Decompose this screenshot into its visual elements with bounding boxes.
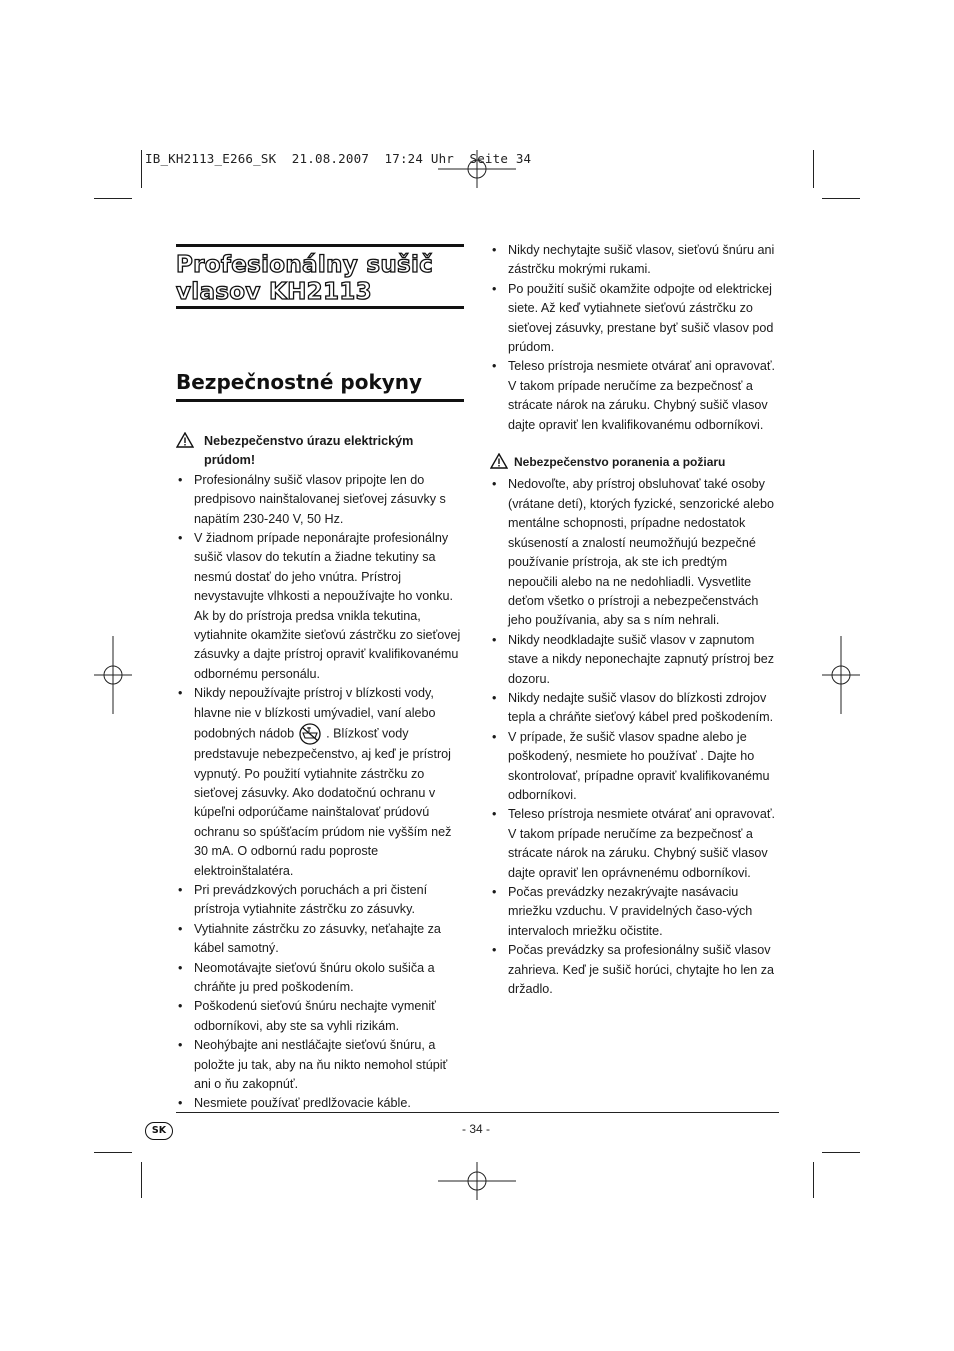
crop-mark	[813, 150, 814, 188]
list-item: • Nikdy nechytajte sušič vlasov, sieťovú šnúru ani zástrčku mokrými rukami.	[490, 241, 780, 280]
crop-mark	[94, 198, 132, 199]
warning-list	[490, 475, 780, 999]
list-item: • Neomotávajte sieťovú šnúru okolo sušiča a chráňte ju pred poškodením.	[176, 959, 466, 998]
no-water-basin-icon	[298, 723, 322, 745]
list-item: • Nesmiete používať predlžovacie káble.	[176, 1094, 466, 1113]
list-item: • V žiadnom prípade neponárajte profesionálny sušič vlasov do tekutín a žiadne tekutiny sa nesmú dostať do jeho vnútra. Prístroj nevystavujte vlhkosti a nepoužívajte ho vonku. Ak by do prístroja predsa vnikla tekutina, vytiahnite okamžite sieťovú zástrčku zo sieťovej zásuvky a dajte prístroj opraviť kvalifikovanému odbornému personálu.	[176, 529, 466, 684]
warning-heading-text: Nebezpečenstvo poranenia a požiaru	[514, 455, 726, 470]
warning-heading-text: Nebezpečenstvo úrazu elektrickým prúdom!	[204, 434, 414, 468]
registration-mark-icon	[822, 636, 860, 714]
warning-triangle-icon	[490, 453, 508, 469]
list-item: • Po použití sušič okamžite odpojte od elektrickej siete. Až keď vytiahnete sieťovú zástrčku zo sieťovej zásuvky, prestane byť sušič vlasov pod prúdom.	[490, 280, 780, 358]
list-item: • Teleso prístroja nesmiete otvárať ani opravovať. V takom prípade neručíme za bezpečnosť a strácate nárok na záruku. Chybný sušič vlasov dajte opraviť len kvalifikovanému odborníkovi.	[490, 357, 780, 435]
list-item: • Teleso prístroja nesmiete otvárať ani opravovať. V takom prípade neručíme za bezpečnosť a strácate nárok na záruku. Chybný sušič vlasov dajte opraviť len oprávnenému odborníkovi.	[490, 805, 780, 883]
registration-mark-icon	[438, 150, 516, 188]
crop-mark	[822, 198, 860, 199]
crop-mark	[141, 150, 142, 188]
section-rule	[176, 399, 464, 402]
language-badge: SK	[145, 1122, 173, 1140]
list-item: • Profesionálny sušič vlasov pripojte len do predpisovo nainštalovanej sieťovej zásuvky s napätím 230-240 V, 50 Hz.	[176, 471, 466, 529]
registration-mark-icon	[94, 636, 132, 714]
warning-heading	[176, 432, 466, 471]
right-column	[490, 241, 780, 999]
list-item: • Pri prevádzkových poruchách a pri čistení prístroja vytiahnite zástrčku zo zásuvky.	[176, 881, 466, 920]
crop-mark	[822, 1152, 860, 1153]
page-title: Profesionálny sušič vlasov KH2113	[176, 252, 434, 305]
title-rule-top	[176, 244, 464, 247]
list-item: • Počas prevádzky sa profesionálny sušič vlasov zahrieva. Keď je sušič horúci, chytajte ho len za držadlo.	[490, 941, 780, 999]
list-item: • Poškodenú sieťovú šnúru nechajte vymeniť odborníkovi, aby ste sa vyhli rizikám.	[176, 997, 466, 1036]
list-item: • Neohýbajte ani nestláčajte sieťovú šnúru, a položte ju tak, aby na ňu nikto nemohol stúpiť ani o ňu zakopnúť.	[176, 1036, 466, 1094]
list-item: • V prípade, že sušič vlasov spadne alebo je poškodený, nesmiete ho používať . Dajte ho skontrolovať, prípadne opraviť kvalifikovanému odborníkovi.	[490, 728, 780, 806]
page-number: - 34 -	[462, 1122, 491, 1136]
crop-mark	[141, 1162, 142, 1198]
list-item: • Nedovoľte, aby prístroj obsluhovať také osoby (vrátane detí), ktorých fyzické, senzorické alebo mentálne schopnosti, prípadne nedostatok skúseností a znalostí neumožňujú bezpečné používanie prístroja, ak ste ich predtým nepoučili alebo na ne nedohliadli. Vysvetlite deťom všetko o prístroji a nebezpečenstvách jeho používania, aby sa s ním nehrali.	[490, 475, 780, 630]
list-item: • Vytiahnite zástrčku zo zásuvky, neťahajte za kábel samotný.	[176, 920, 466, 959]
list-item-text: Nikdy nepoužívajte prístroj v blízkosti vody, hlavne nie v blízkosti umývadiel, vaní alebo podobných nádob	[194, 686, 436, 741]
list-item	[176, 684, 466, 881]
list-item: • Nikdy neodkladajte sušič vlasov v zapnutom stave a nikdy neponechajte zapnutý prístroj bez dozoru.	[490, 631, 780, 689]
print-slug-line: IB_KH2113_E266_SK 21.08.2007 17:24 Uhr Seite 34	[145, 151, 532, 166]
crop-mark	[813, 1162, 814, 1198]
crop-mark	[94, 1152, 132, 1153]
warning-list	[176, 471, 466, 1114]
warning-triangle-icon	[176, 432, 194, 448]
warning-heading	[490, 453, 780, 475]
section-heading: Bezpečnostné pokyny	[176, 370, 423, 394]
registration-mark-icon	[438, 1162, 516, 1200]
list-item: • Počas prevádzky nezakrývajte nasávaciu mriežku vzduchu. V pravidelných časo-vých intervaloch mriežku očistite.	[490, 883, 780, 941]
list-item: • Nikdy nedajte sušič vlasov do blízkosti zdrojov tepla a chráňte sieťový kábel pred poškodením.	[490, 689, 780, 728]
footer-rule	[176, 1112, 779, 1113]
list-item-text: . Blízkosť vody predstavuje nebezpečenstvo, aj keď je prístroj vypnutý. Po použití vytiahnite zástrčku zo sieťovej zásuvky. Ako dodatočnú ochranu v kúpeľni odporúčame nainštalovať prúdovú ochranu so spúšťacím prúdom nie vyšším než 30 mA. O odbornú radu poproste elektroinštalatéra.	[194, 726, 452, 878]
left-column	[176, 432, 466, 1114]
title-rule-bottom	[176, 306, 464, 309]
safety-list	[490, 241, 780, 435]
